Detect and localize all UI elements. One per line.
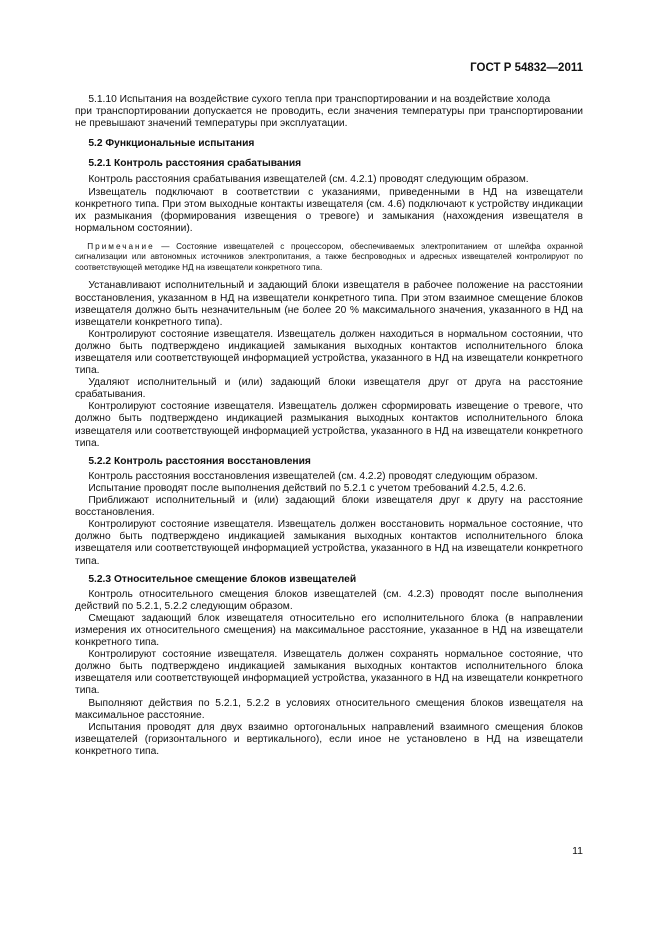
page-body	[75, 94, 583, 758]
page-number: 11	[572, 845, 583, 857]
paragraph: Контроль расстояния восстановления извещателей (см. 4.2.2) проводят следующим образом.	[88, 470, 538, 482]
paragraph: Приближают исполнительный и (или) задающий блоки извещателя друг к другу на расстояние восстановления.	[75, 495, 583, 519]
paragraph-5-1-10-rest: при транспортировании допускается не проводить, если значения температуры при транспортировании не превышают значений температуры при эксплуатации.	[75, 106, 583, 130]
paragraph: Контролируют состояние извещателя. Извещатель должен сформировать извещение о тревоге, что должно быть подтверждено индикацией размыкания выходных контактов исполнительного блока извещателя или соответствующей информацией устройства, указанного в НД на извещатели конкретного типа.	[75, 401, 583, 449]
document-id-header: ГОСТ Р 54832—2011	[470, 62, 583, 74]
section-heading-5-2: 5.2 Функциональные испытания	[88, 138, 255, 150]
paragraph: Контролируют состояние извещателя. Извещатель должен сохранять нормальное состояние, что должно быть подтверждено индикацией замыкания выходных контактов исполнительного блока извещателя или соответствующей информацией устройства, указанного в НД на извещатели конкретного типа.	[75, 649, 583, 697]
paragraph: Испытание проводят после выполнения действий по 5.2.1 с учетом требований 4.2.5, 4.2.6.	[88, 482, 527, 494]
paragraph: Контроль относительного смещения блоков извещателей (см. 4.2.3) проводят после выполнения действий по 5.2.1, 5.2.2 следующим образом.	[75, 588, 583, 612]
paragraph: Извещатель подключают в соответствии с указаниями, приведенными в НД на извещатели конкретного типа. При этом выходные контакты извещателя (см. 4.6) подключают к устройству индикации их размыкания (формирования извещения о тревоге) и замыкания (нахождения извещателя в нормальном состоянии).	[75, 186, 583, 234]
paragraph: Удаляют исполнительный и (или) задающий блоки извещателя друг от друга на расстояние срабатывания.	[75, 377, 583, 401]
note-label: Примечание	[87, 241, 155, 251]
section-heading-5-2-2: 5.2.2 Контроль расстояния восстановления	[88, 455, 311, 467]
paragraph: Выполняют действия по 5.2.1, 5.2.2 в условиях относительного смещения блоков извещателя на максимальное расстояние.	[75, 697, 583, 721]
paragraph: Устанавливают исполнительный и задающий блоки извещателя в рабочее положение на расстоянии восстановления, указанном в НД на извещатели конкретного типа. При этом взаимное смещение блоков извещателя должно быть незначительным (не более 20 % максимального значения, указанного в НД на извещатели конкретного типа).	[75, 280, 583, 328]
paragraph: Испытания проводят для двух взаимно ортогональных направлений взаимного смещения блоков извещателей (горизонтального и вертикального), если иное не установлено в НД на извещатели конкретного типа.	[75, 721, 583, 757]
paragraph: Контролируют состояние извещателя. Извещатель должен находиться в нормальном состоянии, что должно быть подтверждено индикацией замыкания выходных контактов исполнительного блока извещателя или соответствующей информацией устройства, указанного в НД на извещатели конкретного типа.	[75, 328, 583, 377]
paragraph: Контролируют состояние извещателя. Извещатель должен восстановить нормальное состояние, что должно быть подтверждено индикацией замыкания выходных контактов исполнительного блока извещателя или соответствующей информацией устройства, указанного в НД на извещатели конкретного типа.	[75, 519, 583, 567]
section-heading-5-2-3: 5.2.3 Относительное смещение блоков извещателей	[88, 573, 357, 585]
paragraph: Контроль расстояния срабатывания извещателей (см. 4.2.1) проводят следующим образом.	[88, 174, 529, 186]
note	[75, 242, 583, 274]
section-heading-5-2-1: 5.2.1 Контроль расстояния срабатывания	[88, 158, 302, 170]
paragraph: Смещают задающий блок извещателя относительно его исполнительного блока (в направлении измерения их относительного смещения) на максимальное расстояние, указанное в НД на извещатели конкретного типа.	[75, 612, 583, 649]
note-text: — Состояние извещателей с процессором, обеспечиваемых электропитанием от шлейфа охранной сигнализации или автономных источников электропитания, а также беспроводных и адресных извещателей контролируют по соответствующей методике НД на извещатели конкретного типа.	[75, 241, 583, 272]
paragraph-5-1-10-first-line: 5.1.10 Испытания на воздействие сухого тепла при транспортировании и на воздействие холода	[88, 94, 551, 105]
